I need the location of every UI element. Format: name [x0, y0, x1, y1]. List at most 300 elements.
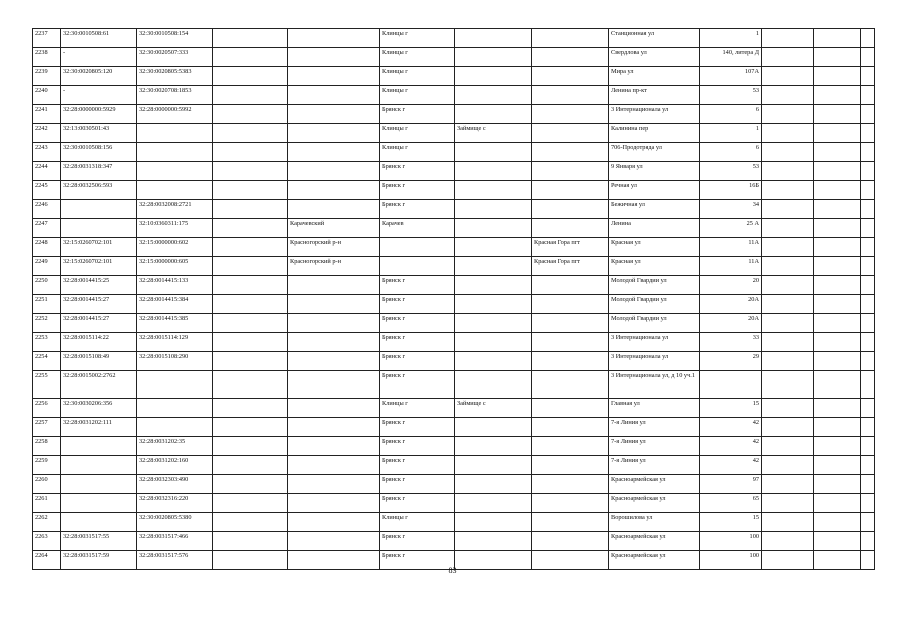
cell-row-number: 2255 [33, 371, 61, 399]
cell-extra-col-1 [762, 67, 814, 86]
cell-municipal-district [288, 456, 380, 475]
cell-cadastral-number-land: 32:28:0032506:593 [61, 181, 137, 200]
cell-urban-settlement [532, 86, 609, 105]
cell-cadastral-number-building: 32:28:0000000:5992 [137, 105, 213, 124]
cell-cadastral-number-building: 32:28:0015114:129 [137, 333, 213, 352]
cell-cadastral-number-building [137, 162, 213, 181]
cell-extra-col-3 [861, 494, 875, 513]
table-row [33, 352, 875, 371]
cell-cadastral-number-building: 32:28:0031202:160 [137, 456, 213, 475]
cell-house-number: 42 [700, 437, 762, 456]
cell-municipal-district: Красногорский р-н [288, 238, 380, 257]
cell-cadastral-number-building: 32:28:0014415:385 [137, 314, 213, 333]
cell-extra-col-2 [814, 238, 861, 257]
cell-settlement [455, 437, 532, 456]
cell-cadastral-number-land [61, 219, 137, 238]
cell-cadastral-number-building: 32:30:0010508:154 [137, 29, 213, 48]
cell-extra-col-1 [762, 29, 814, 48]
cell-extra-col-2 [814, 513, 861, 532]
cell-district-name [213, 219, 288, 238]
cell-extra-col-2 [814, 475, 861, 494]
cell-extra-col-1 [762, 105, 814, 124]
cell-city: Брянск г [380, 105, 455, 124]
cell-row-number: 2249 [33, 257, 61, 276]
cell-extra-col-3 [861, 67, 875, 86]
cell-extra-col-2 [814, 29, 861, 48]
cell-row-number: 2245 [33, 181, 61, 200]
cell-row-number: 2240 [33, 86, 61, 105]
cell-district-name [213, 238, 288, 257]
cell-extra-col-2 [814, 295, 861, 314]
cell-district-name [213, 456, 288, 475]
cell-district-name [213, 513, 288, 532]
cell-district-name [213, 86, 288, 105]
cell-settlement [455, 333, 532, 352]
cell-street: 7-я Линия ул [609, 418, 700, 437]
cell-house-number: 1 [700, 124, 762, 143]
cell-cadastral-number-building [137, 418, 213, 437]
cell-house-number: 53 [700, 86, 762, 105]
cell-row-number: 2241 [33, 105, 61, 124]
cell-cadastral-number-building: 32:15:0000000:602 [137, 238, 213, 257]
register-table [32, 28, 875, 570]
cell-row-number: 2244 [33, 162, 61, 181]
cell-city: Клинцы г [380, 124, 455, 143]
cell-row-number: 2242 [33, 124, 61, 143]
cell-cadastral-number-building: 32:28:0032316:220 [137, 494, 213, 513]
cell-house-number: 100 [700, 532, 762, 551]
cell-extra-col-3 [861, 513, 875, 532]
cell-urban-settlement [532, 437, 609, 456]
cell-settlement [455, 532, 532, 551]
cell-extra-col-1 [762, 181, 814, 200]
cell-row-number: 2264 [33, 551, 61, 570]
cell-street: 7-я Линия ул [609, 437, 700, 456]
cell-settlement [455, 456, 532, 475]
cell-extra-col-1 [762, 162, 814, 181]
cell-house-number: 33 [700, 333, 762, 352]
cell-cadastral-number-land: 32:28:0000000:5929 [61, 105, 137, 124]
cell-urban-settlement [532, 124, 609, 143]
cell-cadastral-number-land: 32:13:0030501:43 [61, 124, 137, 143]
table-row [33, 456, 875, 475]
cell-city: Клинцы г [380, 513, 455, 532]
cell-street: 9 Января ул [609, 162, 700, 181]
cell-extra-col-3 [861, 124, 875, 143]
cell-city: Карачев [380, 219, 455, 238]
cell-municipal-district [288, 162, 380, 181]
cell-municipal-district [288, 29, 380, 48]
cell-city: Брянск г [380, 295, 455, 314]
cell-street: 7-я Линия ул [609, 456, 700, 475]
cell-extra-col-2 [814, 257, 861, 276]
cell-street: Красноармейская ул [609, 551, 700, 570]
cell-cadastral-number-land: 32:28:0031517:59 [61, 551, 137, 570]
cell-street: Бежичная ул [609, 200, 700, 219]
cell-district-name [213, 48, 288, 67]
cell-cadastral-number-land: 32:28:0015114:22 [61, 333, 137, 352]
cell-street: Калинина пер [609, 124, 700, 143]
cell-district-name [213, 124, 288, 143]
cell-extra-col-3 [861, 456, 875, 475]
cell-municipal-district [288, 418, 380, 437]
cell-street: Молодой Гвардии ул [609, 276, 700, 295]
cell-extra-col-3 [861, 48, 875, 67]
cell-extra-col-1 [762, 295, 814, 314]
cell-row-number: 2259 [33, 456, 61, 475]
cell-house-number: 20 [700, 276, 762, 295]
cell-house-number: 65 [700, 494, 762, 513]
cell-house-number: 15 [700, 513, 762, 532]
cell-house-number: 15 [700, 399, 762, 418]
cell-row-number: 2261 [33, 494, 61, 513]
cell-extra-col-3 [861, 475, 875, 494]
cell-extra-col-3 [861, 437, 875, 456]
cell-settlement [455, 494, 532, 513]
cell-district-name [213, 314, 288, 333]
cell-house-number: 11А [700, 257, 762, 276]
cell-cadastral-number-land [61, 456, 137, 475]
cell-row-number: 2252 [33, 314, 61, 333]
cell-cadastral-number-building [137, 399, 213, 418]
cell-extra-col-1 [762, 456, 814, 475]
cell-extra-col-1 [762, 314, 814, 333]
cell-district-name [213, 162, 288, 181]
cell-settlement [455, 238, 532, 257]
cell-row-number: 2251 [33, 295, 61, 314]
cell-municipal-district [288, 181, 380, 200]
cell-extra-col-1 [762, 513, 814, 532]
cell-street: Ворошилова ул [609, 513, 700, 532]
cell-row-number: 2239 [33, 67, 61, 86]
cell-district-name [213, 333, 288, 352]
table-row [33, 200, 875, 219]
table-row [33, 371, 875, 399]
cell-settlement [455, 257, 532, 276]
cell-district-name [213, 181, 288, 200]
cell-cadastral-number-land: 32:28:0031202:111 [61, 418, 137, 437]
cell-extra-col-2 [814, 494, 861, 513]
register-table-body [33, 29, 875, 570]
cell-urban-settlement [532, 276, 609, 295]
cell-house-number: 42 [700, 456, 762, 475]
cell-urban-settlement [532, 29, 609, 48]
cell-settlement [455, 314, 532, 333]
cell-house-number: 1 [700, 29, 762, 48]
cell-municipal-district [288, 48, 380, 67]
cell-municipal-district [288, 295, 380, 314]
cell-extra-col-1 [762, 418, 814, 437]
cell-urban-settlement: Красная Гора пгт [532, 257, 609, 276]
cell-city: Клинцы г [380, 48, 455, 67]
cell-cadastral-number-land: 32:28:0031517:55 [61, 532, 137, 551]
cell-city: Брянск г [380, 162, 455, 181]
cell-city: Брянск г [380, 437, 455, 456]
cell-extra-col-1 [762, 86, 814, 105]
cell-district-name [213, 67, 288, 86]
cell-extra-col-1 [762, 352, 814, 371]
table-row [33, 399, 875, 418]
table-row [33, 86, 875, 105]
table-row [33, 532, 875, 551]
cell-extra-col-1 [762, 371, 814, 399]
cell-district-name [213, 399, 288, 418]
cell-cadastral-number-land: 32:30:0020805:120 [61, 67, 137, 86]
cell-extra-col-3 [861, 29, 875, 48]
cell-house-number: 6 [700, 105, 762, 124]
cell-extra-col-2 [814, 333, 861, 352]
cell-municipal-district [288, 124, 380, 143]
cell-extra-col-2 [814, 532, 861, 551]
table-row [33, 48, 875, 67]
cell-cadastral-number-land [61, 437, 137, 456]
cell-settlement [455, 200, 532, 219]
cell-urban-settlement [532, 143, 609, 162]
cell-settlement [455, 418, 532, 437]
table-row [33, 105, 875, 124]
table-row [33, 333, 875, 352]
table-row [33, 418, 875, 437]
cell-street: Ленина пр-кт [609, 86, 700, 105]
cell-extra-col-2 [814, 162, 861, 181]
cell-settlement [455, 475, 532, 494]
table-row [33, 67, 875, 86]
cell-street: Красная ул [609, 257, 700, 276]
cell-house-number: 20А [700, 314, 762, 333]
cell-city: Брянск г [380, 475, 455, 494]
table-row [33, 219, 875, 238]
cell-extra-col-1 [762, 219, 814, 238]
cell-cadastral-number-land: 32:28:0031318:347 [61, 162, 137, 181]
cell-cadastral-number-building [137, 181, 213, 200]
cell-district-name [213, 105, 288, 124]
table-row [33, 124, 875, 143]
cell-cadastral-number-building: 32:28:0032008:2721 [137, 200, 213, 219]
cell-district-name [213, 475, 288, 494]
table-row [33, 513, 875, 532]
cell-cadastral-number-building: 32:28:0014415:133 [137, 276, 213, 295]
cell-settlement [455, 276, 532, 295]
cell-cadastral-number-building [137, 124, 213, 143]
cell-row-number: 2254 [33, 352, 61, 371]
table-row [33, 494, 875, 513]
cell-street: Красноармейская ул [609, 494, 700, 513]
cell-urban-settlement [532, 295, 609, 314]
cell-house-number: 6 [700, 143, 762, 162]
cell-municipal-district [288, 513, 380, 532]
cell-street: 3 Интернационала ул [609, 352, 700, 371]
cell-extra-col-1 [762, 143, 814, 162]
cell-extra-col-1 [762, 494, 814, 513]
cell-extra-col-2 [814, 399, 861, 418]
cell-row-number: 2260 [33, 475, 61, 494]
cell-urban-settlement [532, 314, 609, 333]
cell-urban-settlement [532, 494, 609, 513]
cell-urban-settlement [532, 219, 609, 238]
cell-municipal-district [288, 200, 380, 219]
cell-municipal-district [288, 86, 380, 105]
cell-settlement [455, 105, 532, 124]
cell-extra-col-1 [762, 532, 814, 551]
cell-extra-col-1 [762, 257, 814, 276]
cell-city: Брянск г [380, 551, 455, 570]
table-row [33, 314, 875, 333]
cell-urban-settlement: Красная Гора пгт [532, 238, 609, 257]
cell-row-number: 2237 [33, 29, 61, 48]
cell-extra-col-2 [814, 105, 861, 124]
cell-street: 706-Продотряда ул [609, 143, 700, 162]
cell-cadastral-number-land: 32:15:0260702:101 [61, 238, 137, 257]
cell-municipal-district [288, 437, 380, 456]
cell-row-number: 2246 [33, 200, 61, 219]
cell-street: Свердлова ул [609, 48, 700, 67]
cell-urban-settlement [532, 333, 609, 352]
cell-settlement [455, 143, 532, 162]
cell-settlement [455, 371, 532, 399]
cell-extra-col-3 [861, 352, 875, 371]
cell-row-number: 2262 [33, 513, 61, 532]
cell-extra-col-1 [762, 276, 814, 295]
cell-extra-col-2 [814, 314, 861, 333]
cell-street: Красноармейская ул [609, 532, 700, 551]
cell-house-number: 16Б [700, 181, 762, 200]
cell-city [380, 257, 455, 276]
cell-settlement [455, 513, 532, 532]
cell-urban-settlement [532, 200, 609, 219]
cell-settlement [455, 352, 532, 371]
cell-cadastral-number-land: 32:28:0014415:27 [61, 314, 137, 333]
cell-house-number: 140, литера Д [700, 48, 762, 67]
cell-city: Клинцы г [380, 29, 455, 48]
cell-cadastral-number-land: 32:28:0014415:27 [61, 295, 137, 314]
cell-cadastral-number-land: 32:30:0010508:61 [61, 29, 137, 48]
cell-municipal-district [288, 276, 380, 295]
cell-city: Брянск г [380, 333, 455, 352]
cell-cadastral-number-land: 32:30:0010508:156 [61, 143, 137, 162]
cell-extra-col-2 [814, 143, 861, 162]
cell-extra-col-3 [861, 181, 875, 200]
cell-cadastral-number-building [137, 371, 213, 399]
cell-street: Главная ул [609, 399, 700, 418]
cell-urban-settlement [532, 181, 609, 200]
cell-settlement [455, 86, 532, 105]
cell-cadastral-number-building [137, 143, 213, 162]
cell-city: Брянск г [380, 314, 455, 333]
cell-settlement: Займище с [455, 124, 532, 143]
cell-house-number: 11А [700, 238, 762, 257]
cell-city: Брянск г [380, 352, 455, 371]
cell-house-number: 100 [700, 551, 762, 570]
cell-municipal-district [288, 532, 380, 551]
cell-district-name [213, 276, 288, 295]
cell-city: Брянск г [380, 276, 455, 295]
cell-urban-settlement [532, 418, 609, 437]
cell-city: Брянск г [380, 418, 455, 437]
page-number: 83 [448, 566, 457, 575]
cell-extra-col-2 [814, 352, 861, 371]
cell-cadastral-number-building: 32:28:0031517:466 [137, 532, 213, 551]
table-row [33, 238, 875, 257]
cell-city: Брянск г [380, 200, 455, 219]
cell-urban-settlement [532, 352, 609, 371]
cell-district-name [213, 257, 288, 276]
cell-district-name [213, 437, 288, 456]
cell-extra-col-1 [762, 124, 814, 143]
cell-city [380, 238, 455, 257]
cell-urban-settlement [532, 105, 609, 124]
cell-municipal-district [288, 371, 380, 399]
cell-row-number: 2257 [33, 418, 61, 437]
cell-house-number: 34 [700, 200, 762, 219]
table-row [33, 276, 875, 295]
cell-district-name [213, 295, 288, 314]
cell-extra-col-3 [861, 314, 875, 333]
cell-city: Клинцы г [380, 399, 455, 418]
cell-extra-col-3 [861, 532, 875, 551]
cell-municipal-district [288, 314, 380, 333]
cell-street: Станционная ул [609, 29, 700, 48]
cell-cadastral-number-building: 32:28:0031517:576 [137, 551, 213, 570]
cell-cadastral-number-building: 32:28:0015108:290 [137, 352, 213, 371]
cell-row-number: 2243 [33, 143, 61, 162]
cell-house-number: 97 [700, 475, 762, 494]
cell-extra-col-3 [861, 333, 875, 352]
cell-house-number: 20А [700, 295, 762, 314]
cell-extra-col-2 [814, 418, 861, 437]
cell-row-number: 2248 [33, 238, 61, 257]
cell-urban-settlement [532, 513, 609, 532]
cell-district-name [213, 371, 288, 399]
cell-municipal-district [288, 67, 380, 86]
cell-row-number: 2258 [33, 437, 61, 456]
cell-street: 3 Интернационала ул [609, 333, 700, 352]
cell-extra-col-3 [861, 200, 875, 219]
cell-extra-col-3 [861, 219, 875, 238]
cell-district-name [213, 532, 288, 551]
cell-cadastral-number-land: 32:28:0015002:2762 [61, 371, 137, 399]
cell-cadastral-number-land [61, 200, 137, 219]
table-row [33, 475, 875, 494]
cell-district-name [213, 29, 288, 48]
cell-cadastral-number-building: 32:30:0020805:5380 [137, 513, 213, 532]
cell-extra-col-1 [762, 399, 814, 418]
cell-row-number: 2263 [33, 532, 61, 551]
cell-municipal-district [288, 143, 380, 162]
cell-extra-col-2 [814, 181, 861, 200]
cell-settlement [455, 29, 532, 48]
cell-municipal-district [288, 475, 380, 494]
cell-extra-col-1 [762, 48, 814, 67]
cell-cadastral-number-building: 32:30:0020805:5383 [137, 67, 213, 86]
cell-district-name [213, 200, 288, 219]
table-row [33, 295, 875, 314]
cell-extra-col-1 [762, 437, 814, 456]
cell-cadastral-number-land [61, 494, 137, 513]
cell-street: Молодой Гвардии ул [609, 314, 700, 333]
cell-extra-col-2 [814, 86, 861, 105]
cell-settlement: Займище с [455, 399, 532, 418]
cell-city: Брянск г [380, 494, 455, 513]
cell-extra-col-2 [814, 219, 861, 238]
table-row [33, 437, 875, 456]
cell-house-number: 25 А [700, 219, 762, 238]
cell-row-number: 2250 [33, 276, 61, 295]
cell-extra-col-1 [762, 200, 814, 219]
cell-extra-col-1 [762, 238, 814, 257]
cell-extra-col-3 [861, 257, 875, 276]
cell-urban-settlement [532, 456, 609, 475]
cell-cadastral-number-land: 32:15:0260702:101 [61, 257, 137, 276]
